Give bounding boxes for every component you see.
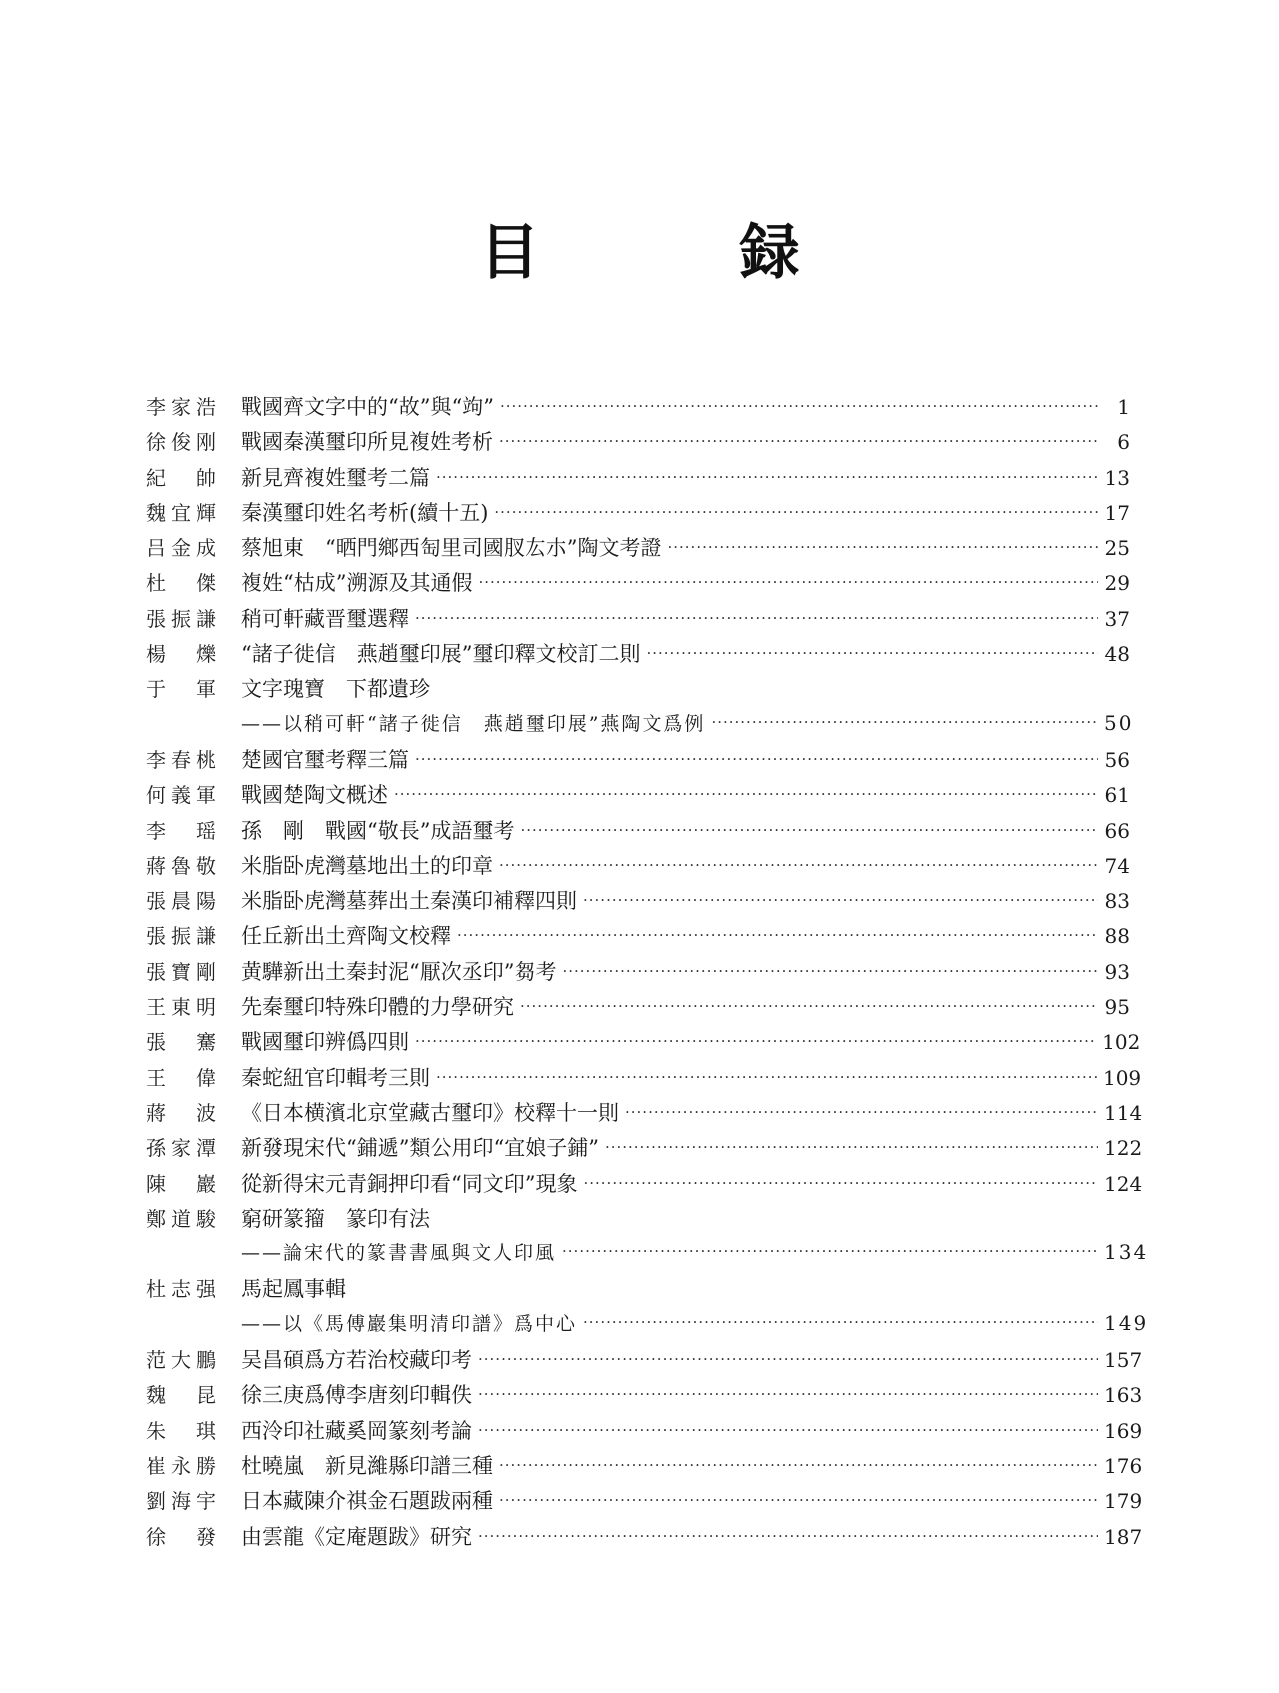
toc-page-number: 17	[1104, 500, 1130, 525]
toc-title: 由雲龍《定庵題跋》研究	[241, 1524, 472, 1549]
toc-subtitle: ——以稍可軒“諸子徙信 燕趙璽印展”燕陶文爲例	[241, 712, 706, 735]
toc-line	[241, 1309, 1149, 1336]
toc-line	[241, 1450, 1143, 1480]
toc-line	[241, 1203, 1130, 1233]
toc-title: 戰國璽印辨僞四則	[241, 1030, 409, 1055]
toc-entry	[146, 1309, 1149, 1344]
toc-entry	[146, 1168, 1143, 1203]
toc-author: 朱 琪	[146, 1418, 216, 1443]
toc-line	[241, 603, 1130, 633]
toc-title: 複姓“枯成”溯源及其通假	[241, 571, 473, 596]
toc-line	[241, 1344, 1143, 1374]
dot-leader	[415, 750, 1098, 768]
toc-author: 魏 宜 輝	[146, 500, 216, 525]
dot-leader	[562, 962, 1098, 980]
dot-leader	[711, 713, 1098, 731]
toc-title: 秦蛇紐官印輯考三則	[241, 1065, 430, 1090]
toc-entry	[146, 920, 1130, 955]
toc-page-number: 124	[1104, 1171, 1143, 1196]
dot-leader	[494, 503, 1098, 521]
toc-line	[241, 815, 1130, 845]
toc-line	[241, 744, 1130, 774]
toc-author: 蔣 魯 敬	[146, 853, 216, 878]
toc-page-number: 149	[1104, 1310, 1149, 1335]
toc-author: 陳 巖	[146, 1171, 216, 1196]
table-of-contents	[146, 391, 1149, 1556]
dot-leader	[499, 432, 1098, 450]
toc-author: 何 義 軍	[146, 783, 216, 808]
toc-author: 張 晨 陽	[146, 889, 216, 914]
toc-entry	[146, 567, 1130, 602]
toc-page-number: 187	[1104, 1524, 1143, 1549]
toc-page-number: 169	[1104, 1418, 1143, 1443]
toc-title: 新發現宋代“鋪遞”類公用印“宜娘子鋪”	[241, 1136, 599, 1161]
toc-page-number: 93	[1104, 959, 1130, 984]
toc-entry	[146, 1379, 1143, 1414]
toc-entry	[146, 991, 1130, 1026]
toc-author: 劉 海 宇	[146, 1489, 216, 1514]
toc-entry	[146, 391, 1130, 426]
toc-author: 蔣 波	[146, 1100, 216, 1125]
toc-subtitle: ——以《馬傅巖集明清印譜》爲中心	[241, 1312, 578, 1335]
dot-leader	[478, 1527, 1098, 1545]
toc-line	[241, 1485, 1143, 1515]
toc-title: 米脂卧虎灣墓葬出土秦漢印補釋四則	[241, 889, 577, 914]
toc-page-number: 163	[1104, 1383, 1143, 1408]
dot-leader	[520, 821, 1098, 839]
toc-author: 張 振 謙	[146, 924, 216, 949]
toc-entry	[146, 779, 1130, 814]
toc-title: 日本藏陳介祺金石題跋兩種	[241, 1489, 493, 1514]
toc-title: 窮研篆籀 篆印有法	[241, 1206, 430, 1231]
toc-page-number: 134	[1104, 1240, 1149, 1265]
dot-leader	[499, 1456, 1098, 1474]
toc-entry	[146, 462, 1130, 497]
toc-line	[241, 1379, 1143, 1409]
toc-line	[241, 1521, 1143, 1551]
toc-author: 紀 帥	[146, 465, 216, 490]
dot-leader	[583, 891, 1098, 909]
toc-page-number: 25	[1104, 536, 1130, 561]
dot-leader	[478, 1421, 1098, 1439]
toc-line	[241, 1097, 1143, 1127]
toc-author: 崔 永 勝	[146, 1453, 216, 1478]
toc-line	[241, 497, 1130, 527]
toc-title: 任丘新出土齊陶文校釋	[241, 924, 451, 949]
toc-title: 蔡旭東 “晒門鄉西匋里司國肞厷朩”陶文考證	[241, 536, 662, 561]
toc-page-number: 1	[1117, 395, 1130, 419]
toc-line	[241, 1273, 1130, 1303]
toc-line	[241, 1062, 1142, 1092]
toc-entry	[146, 1062, 1142, 1097]
toc-entry	[146, 638, 1130, 673]
toc-page-number: 95	[1104, 995, 1130, 1020]
dot-leader	[667, 538, 1098, 556]
dot-leader	[583, 1174, 1098, 1192]
toc-entry	[146, 744, 1130, 779]
toc-author: 于 軍	[146, 677, 216, 702]
toc-line	[241, 1415, 1143, 1445]
toc-entry	[146, 709, 1134, 744]
toc-entry	[146, 1521, 1143, 1556]
dot-leader	[415, 1032, 1096, 1050]
dot-leader	[625, 1103, 1098, 1121]
toc-author: 李 家 浩	[146, 395, 216, 419]
toc-entry	[146, 497, 1130, 532]
toc-entry	[146, 956, 1130, 991]
toc-author: 魏 昆	[146, 1383, 216, 1408]
toc-line	[241, 779, 1130, 809]
toc-title: 從新得宋元青銅押印看“同文印”現象	[241, 1171, 578, 1196]
toc-entry	[146, 815, 1130, 850]
toc-author: 孫 家 潭	[146, 1136, 216, 1161]
toc-title: 西泠印社藏奚岡篆刻考論	[241, 1418, 472, 1443]
toc-line	[241, 1026, 1141, 1056]
toc-page-number: 83	[1104, 889, 1130, 914]
toc-title: 文字瑰寶 下都遺珍	[241, 677, 430, 702]
page-title: 目 録	[479, 218, 870, 288]
toc-title: 孫 剛 戰國“敬長”成語璽考	[241, 818, 515, 843]
toc-line	[241, 673, 1130, 703]
dot-leader	[394, 785, 1098, 803]
dot-leader	[499, 1491, 1098, 1509]
toc-page-number: 122	[1104, 1136, 1143, 1161]
toc-page-number: 74	[1104, 853, 1130, 878]
toc-line	[241, 1132, 1143, 1162]
toc-author: 張 寶 剛	[146, 959, 216, 984]
toc-page-number: 66	[1104, 818, 1130, 843]
toc-entry	[146, 673, 1130, 708]
toc-title: 杜曉嵐 新見濰縣印譜三種	[241, 1453, 493, 1478]
toc-line	[241, 462, 1130, 492]
dot-leader	[646, 644, 1098, 662]
toc-title: 戰國齊文字中的“故”與“竘”	[241, 395, 494, 419]
toc-author: 張 振 謙	[146, 606, 216, 631]
toc-line	[241, 920, 1130, 950]
toc-page-number: 13	[1104, 465, 1130, 490]
toc-page-number: 50	[1104, 710, 1134, 735]
toc-line	[241, 885, 1130, 915]
toc-line	[241, 391, 1130, 421]
toc-title: 稍可軒藏晋璽選釋	[241, 606, 409, 631]
toc-author: 王 東 明	[146, 995, 216, 1020]
toc-line	[241, 532, 1130, 562]
toc-entry	[146, 1203, 1130, 1238]
toc-entry	[146, 1238, 1149, 1273]
dot-leader	[520, 997, 1098, 1015]
toc-title: 秦漢璽印姓名考析(續十五)	[241, 500, 489, 525]
toc-entry	[146, 1344, 1143, 1379]
toc-entry	[146, 1132, 1143, 1167]
toc-author: 楊 爍	[146, 642, 216, 667]
toc-title: 先秦璽印特殊印體的力學研究	[241, 995, 514, 1020]
toc-author: 杜 志 强	[146, 1277, 216, 1302]
toc-line	[241, 426, 1130, 456]
toc-page-number: 114	[1104, 1100, 1143, 1125]
toc-entry	[146, 1097, 1143, 1132]
toc-line	[241, 1168, 1143, 1198]
toc-entry	[146, 1026, 1141, 1061]
toc-title: 《日本横濱北京堂藏古璽印》校釋十一則	[241, 1100, 619, 1125]
toc-title: “諸子徙信 燕趙璽印展”璽印釋文校訂二則	[241, 642, 641, 667]
dot-leader	[415, 609, 1098, 627]
toc-author: 李 春 桃	[146, 747, 216, 772]
toc-entry	[146, 1450, 1143, 1485]
dot-leader	[500, 397, 1098, 415]
toc-subtitle: ——論宋代的篆書書風與文人印風	[241, 1242, 557, 1265]
toc-page-number: 109	[1102, 1065, 1142, 1090]
toc-page-number: 102	[1102, 1030, 1141, 1055]
dot-leader	[478, 1385, 1098, 1403]
toc-entry	[146, 603, 1130, 638]
toc-line	[241, 1238, 1149, 1265]
toc-page-number: 157	[1104, 1348, 1143, 1373]
toc-page-number: 37	[1104, 606, 1130, 631]
toc-line	[241, 567, 1130, 597]
toc-line	[241, 850, 1130, 880]
toc-entry	[146, 426, 1130, 461]
toc-author: 徐 俊 刚	[146, 430, 216, 455]
toc-author: 李 瑶	[146, 818, 216, 843]
toc-page-number: 176	[1104, 1453, 1143, 1478]
toc-title: 新見齊複姓璽考二篇	[241, 465, 430, 490]
toc-line	[241, 956, 1130, 986]
toc-author: 張 騫	[146, 1030, 216, 1055]
toc-entry	[146, 850, 1130, 885]
dot-leader	[457, 926, 1098, 944]
toc-title: 徐三庚爲傅李唐刻印輯佚	[241, 1383, 472, 1408]
toc-page-number: 56	[1104, 747, 1130, 772]
toc-author: 王 偉	[146, 1065, 216, 1090]
dot-leader	[436, 468, 1098, 486]
dot-leader	[605, 1138, 1098, 1156]
toc-entry	[146, 1485, 1143, 1520]
toc-line	[241, 709, 1134, 736]
toc-title: 楚國官璽考釋三篇	[241, 747, 409, 772]
toc-page-number: 6	[1117, 430, 1130, 455]
toc-page-number: 48	[1104, 642, 1130, 667]
toc-page-number: 179	[1104, 1489, 1143, 1514]
dot-leader	[436, 1068, 1097, 1086]
toc-title: 米脂卧虎灣墓地出土的印章	[241, 853, 493, 878]
toc-author: 吕 金 成	[146, 536, 216, 561]
toc-author: 徐 發	[146, 1524, 216, 1549]
toc-entry	[146, 1415, 1143, 1450]
toc-title: 黄驊新出土秦封泥“厭次丞印”芻考	[241, 959, 557, 984]
dot-leader	[478, 573, 1098, 591]
dot-leader	[562, 1242, 1098, 1260]
toc-page-number: 88	[1104, 924, 1130, 949]
toc-title: 馬起鳳事輯	[241, 1277, 346, 1302]
toc-title: 吴昌碩爲方若治校藏印考	[241, 1348, 472, 1373]
toc-entry	[146, 532, 1130, 567]
dot-leader	[583, 1313, 1098, 1331]
toc-entry	[146, 1273, 1130, 1308]
toc-page-number: 61	[1104, 783, 1130, 808]
toc-title: 戰國秦漢璽印所見複姓考析	[241, 430, 493, 455]
dot-leader	[478, 1350, 1098, 1368]
toc-author: 杜 傑	[146, 571, 216, 596]
toc-page-number: 29	[1104, 571, 1130, 596]
toc-author: 范 大 鵬	[146, 1348, 216, 1373]
toc-entry	[146, 885, 1130, 920]
toc-line	[241, 638, 1130, 668]
toc-line	[241, 991, 1130, 1021]
toc-author: 鄭 道 駿	[146, 1206, 216, 1231]
toc-title: 戰國楚陶文概述	[241, 783, 388, 808]
dot-leader	[499, 856, 1098, 874]
